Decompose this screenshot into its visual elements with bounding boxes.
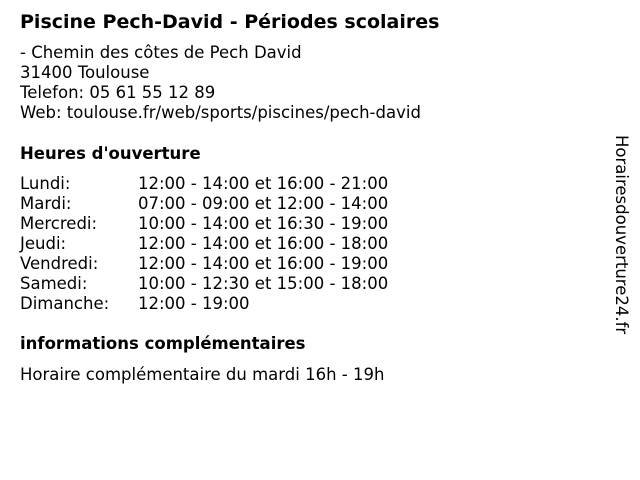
hours-row-wednesday bbox=[20, 214, 388, 234]
day-label: Lundi: bbox=[20, 174, 71, 193]
website: Web: toulouse.fr/web/sports/piscines/pech-david bbox=[20, 103, 421, 122]
day-label: Dimanche: bbox=[20, 294, 110, 313]
hours-row-saturday bbox=[20, 274, 388, 294]
hours-row-sunday bbox=[20, 294, 388, 314]
address-street: - Chemin des côtes de Pech David bbox=[20, 43, 302, 62]
page-title: Piscine Pech-David - Périodes scolaires bbox=[20, 11, 440, 33]
phone-number: Telefon: 05 61 55 12 89 bbox=[20, 83, 216, 102]
day-label: Mardi: bbox=[20, 194, 72, 213]
hours-row-thursday bbox=[20, 234, 388, 254]
day-times: 07:00 - 09:00 et 12:00 - 14:00 bbox=[138, 194, 389, 213]
hours-row-friday bbox=[20, 254, 388, 274]
day-times: 10:00 - 14:00 et 16:30 - 19:00 bbox=[138, 214, 389, 233]
address-city: 31400 Toulouse bbox=[20, 63, 150, 82]
address-block bbox=[20, 43, 421, 123]
day-times: 12:00 - 14:00 et 16:00 - 21:00 bbox=[138, 174, 389, 193]
day-times: 10:00 - 12:30 et 15:00 - 18:00 bbox=[138, 274, 389, 293]
day-label: Vendredi: bbox=[20, 254, 99, 273]
hours-row-monday bbox=[20, 174, 388, 194]
opening-hours-table bbox=[20, 174, 388, 314]
site-watermark: Horairesdouverture24.fr bbox=[612, 135, 631, 335]
day-label: Samedi: bbox=[20, 274, 88, 293]
day-times: 12:00 - 14:00 et 16:00 - 19:00 bbox=[138, 254, 389, 273]
day-times: 12:00 - 14:00 et 16:00 - 18:00 bbox=[138, 234, 389, 253]
additional-info-text: Horaire complémentaire du mardi 16h - 19h bbox=[20, 365, 385, 384]
additional-info-heading: informations complémentaires bbox=[20, 334, 306, 353]
day-label: Mercredi: bbox=[20, 214, 98, 233]
hours-row-tuesday bbox=[20, 194, 388, 214]
day-times: 12:00 - 19:00 bbox=[138, 294, 250, 313]
opening-hours-heading: Heures d'ouverture bbox=[20, 144, 201, 163]
day-label: Jeudi: bbox=[20, 234, 67, 253]
